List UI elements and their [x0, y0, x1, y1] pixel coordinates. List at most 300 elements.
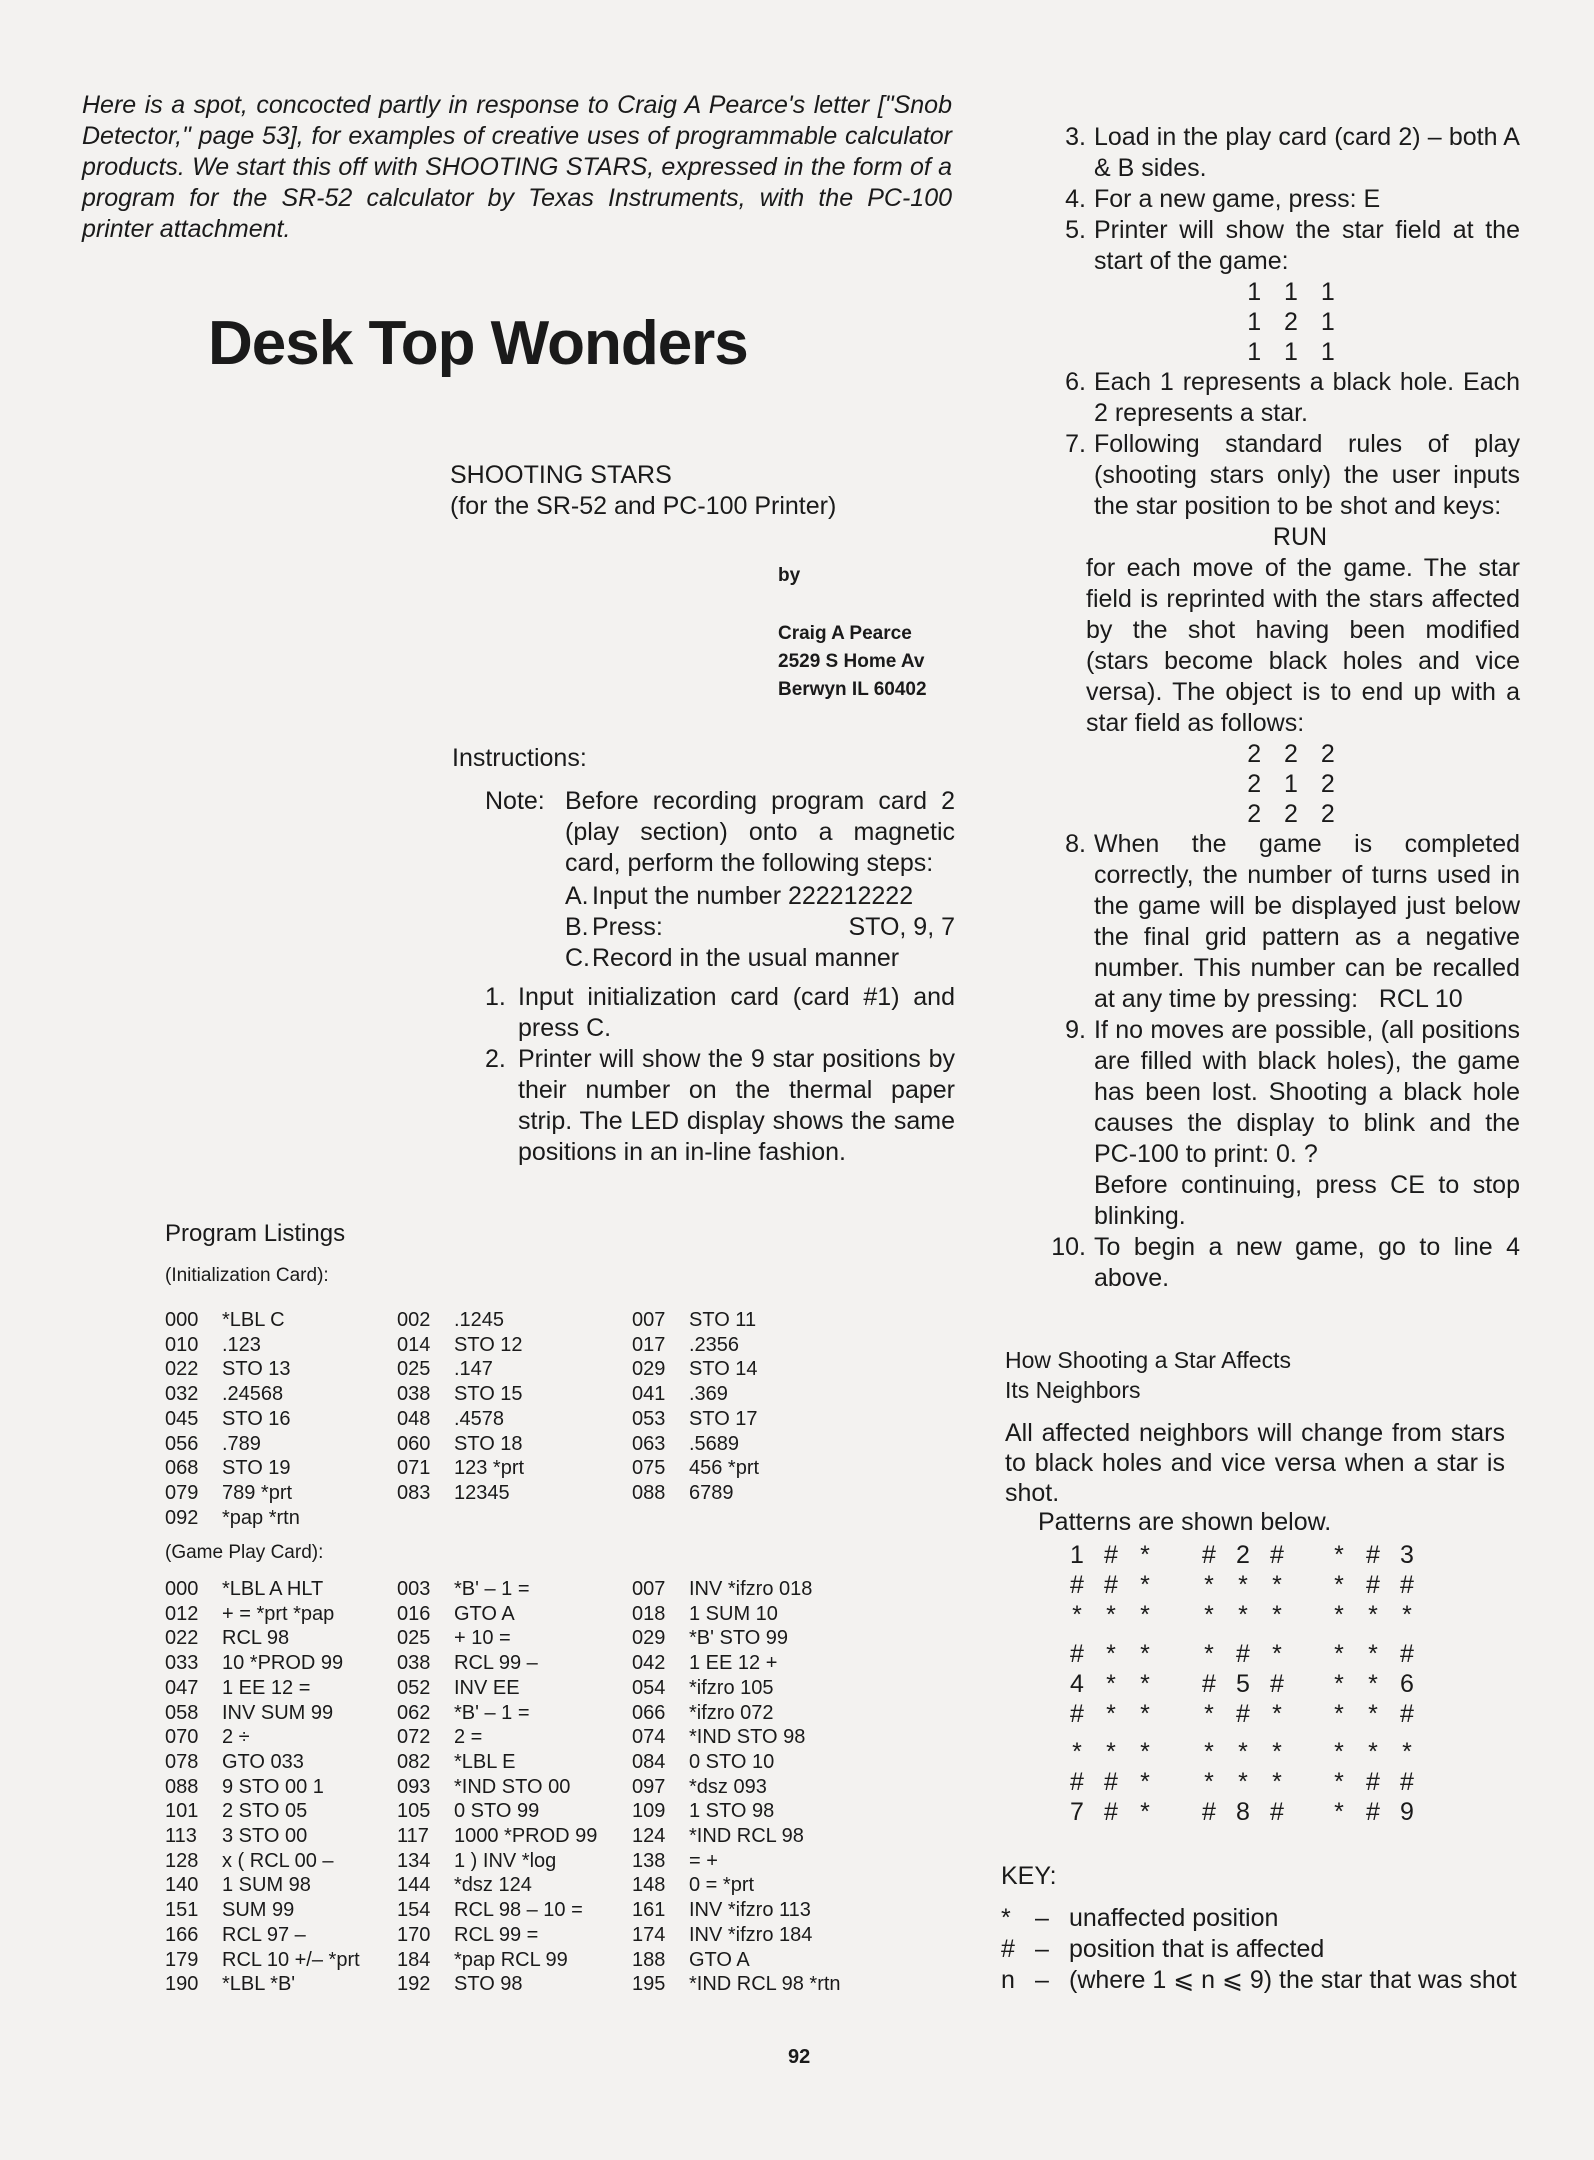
listing-code: 1000 *PROD 99: [454, 1825, 598, 1847]
pattern-cell: *: [1334, 1640, 1344, 1668]
pattern-cell: *: [1402, 1601, 1412, 1629]
pattern-cell: #: [1366, 1571, 1380, 1599]
author-address: [778, 620, 927, 704]
program-listings-heading: Program Listings: [165, 1220, 346, 1247]
pattern-row: [1322, 1669, 1424, 1699]
pattern-cell: #: [1270, 1541, 1284, 1569]
listing-address: 068: [165, 1457, 199, 1480]
article-title: Desk Top Wonders: [208, 309, 748, 378]
pattern-row: [1322, 1737, 1424, 1767]
listing-address: 082: [397, 1750, 431, 1773]
note-step-b: B. Press: STO, 9, 7: [565, 913, 955, 941]
pattern-cell: #: [1400, 1640, 1414, 1668]
listing-line: [632, 1873, 754, 1898]
author-street: 2529 S Home Av: [778, 651, 925, 672]
listing-address: 088: [165, 1775, 199, 1798]
key-item: # – position that is affected: [1001, 1935, 1325, 1963]
listing-address: 144: [397, 1874, 431, 1897]
listing-line: [632, 1407, 758, 1432]
pattern-cell: #: [1400, 1768, 1414, 1796]
listing-code: x ( RCL 00 –: [222, 1849, 334, 1872]
grid-row: 2 2 2: [1247, 740, 1343, 768]
pattern-cell: *: [1238, 1571, 1248, 1599]
listing-code: 0 = *prt: [689, 1874, 755, 1897]
listing-code: 6789: [689, 1481, 734, 1504]
listing-address: 071: [397, 1457, 431, 1480]
listing-address: 075: [632, 1457, 666, 1480]
listing-code: *B' STO 99: [689, 1627, 789, 1650]
author-city: Berwyn IL 60402: [778, 679, 927, 700]
listing-code: .369: [689, 1383, 728, 1406]
pattern-cell: *: [1272, 1768, 1282, 1796]
listing-code: 0 STO 99: [454, 1800, 540, 1823]
pattern-cell: 9: [1400, 1798, 1414, 1826]
listing-address: 134: [397, 1849, 431, 1872]
listing-line: [397, 1382, 523, 1407]
listing-code: RCL 98: [222, 1627, 290, 1650]
byline: by: [778, 565, 801, 586]
pattern-cell: #: [1366, 1768, 1380, 1796]
grid-row: 2 2 2: [1247, 800, 1343, 828]
listing-code: GTO A: [454, 1602, 515, 1625]
listing-code: INV *ifzro 113: [689, 1899, 811, 1922]
listing-address: 140: [165, 1874, 199, 1897]
listing-address: 029: [632, 1627, 666, 1650]
listing-address: 174: [632, 1923, 666, 1946]
listing-address: 079: [165, 1481, 199, 1504]
listing-line: [632, 1626, 788, 1651]
listing-code: STO 19: [222, 1457, 291, 1480]
pattern-cell: *: [1204, 1640, 1214, 1668]
listing-address: 052: [397, 1676, 431, 1699]
listing-address: 179: [165, 1948, 199, 1971]
listing-address: 084: [632, 1750, 666, 1773]
listing-code: *pap RCL 99: [454, 1948, 568, 1971]
listing-code: 1 EE 12 +: [689, 1652, 778, 1675]
instruction-step-1: 1. Input initialization card (card #1) and press C.: [485, 983, 955, 1042]
pattern-cell: 2: [1236, 1541, 1250, 1569]
listing-line: [397, 1923, 538, 1948]
rcl-key: RCL 10: [1378, 985, 1463, 1013]
listing-line: [397, 1873, 532, 1898]
listing-line: [632, 1750, 774, 1775]
listing-address: 170: [397, 1923, 431, 1946]
pattern-cell: 7: [1070, 1798, 1084, 1826]
pattern-cell: #: [1104, 1541, 1118, 1569]
listing-line: [165, 1824, 307, 1849]
listing-code: .1245: [454, 1309, 505, 1331]
listing-line: [632, 1775, 767, 1800]
grid-row: 1 2 1: [1247, 308, 1343, 336]
pattern-cell: *: [1334, 1601, 1344, 1629]
listing-code: 12345: [454, 1481, 510, 1504]
listing-line: [165, 1357, 291, 1382]
pattern-row: [1322, 1540, 1424, 1570]
listing-address: 058: [165, 1701, 199, 1724]
listing-code: *B' – 1 =: [454, 1701, 530, 1724]
listing-code: *IND RCL 98: [689, 1825, 804, 1847]
pattern-cell: #: [1236, 1640, 1250, 1668]
pattern-cell: *: [1140, 1738, 1150, 1766]
listing-address: 014: [397, 1333, 431, 1356]
pattern-cell: *: [1140, 1768, 1150, 1796]
instruction-steps-right: [1040, 122, 1520, 1294]
listing-line: [397, 1308, 504, 1333]
pattern-cell: *: [1140, 1571, 1150, 1599]
listing-code: STO 16: [222, 1407, 291, 1430]
listing-code: STO 17: [689, 1407, 758, 1430]
pattern-row: [1060, 1570, 1162, 1600]
pattern-cell: #: [1202, 1798, 1216, 1826]
listing-code: *LBL *B': [222, 1973, 296, 1996]
subhead-title: SHOOTING STARS: [450, 461, 672, 489]
instruction-step-7-continued: for each move of the game. The star field is reprinted with the stars affected by the shot having been modified (stars become black holes and vice versa). The object is to end up with a star field as follows:: [1086, 554, 1520, 737]
listing-code: .24568: [222, 1383, 284, 1406]
listing-code: .789: [222, 1432, 261, 1455]
listing-address: 154: [397, 1899, 431, 1922]
listing-line: [165, 1382, 283, 1407]
listing-line: [632, 1824, 804, 1849]
listing-code: STO 98: [454, 1973, 523, 1996]
listing-code: RCL 99 =: [454, 1923, 539, 1946]
listing-address: 097: [632, 1775, 666, 1798]
start-star-field: [1040, 277, 1520, 367]
listing-line: [165, 1626, 289, 1651]
play-card-listing: [165, 1577, 895, 2007]
pattern-row: [1192, 1699, 1294, 1729]
pattern-cell: *: [1204, 1768, 1214, 1796]
pattern-row: [1060, 1737, 1162, 1767]
listing-code: *B' – 1 =: [454, 1578, 530, 1600]
neighbor-patterns: [1060, 1540, 1440, 1840]
pattern-cell: *: [1106, 1700, 1116, 1728]
grid-row: 1 1 1: [1247, 338, 1343, 366]
listing-line: [165, 1456, 291, 1481]
listing-line: [632, 1651, 777, 1676]
pattern-row: [1060, 1540, 1162, 1570]
listing-address: 088: [632, 1481, 666, 1504]
listing-line: [397, 1602, 515, 1627]
listing-address: 148: [632, 1874, 666, 1897]
pattern-cell: #: [1366, 1798, 1380, 1826]
listing-line: [397, 1577, 530, 1602]
pattern-5: [1192, 1639, 1294, 1729]
listing-line: [397, 1407, 504, 1432]
key-heading: KEY:: [1001, 1862, 1057, 1890]
listing-address: 038: [397, 1652, 431, 1675]
pattern-6: [1322, 1639, 1424, 1729]
pattern-cell: *: [1272, 1571, 1282, 1599]
listing-code: *LBL C: [222, 1309, 285, 1331]
pattern-8: [1192, 1737, 1294, 1827]
instruction-steps-left: [485, 982, 955, 1168]
listing-address: 060: [397, 1432, 431, 1455]
listing-code: 0 STO 10: [689, 1750, 775, 1773]
listing-line: [397, 1626, 511, 1651]
listing-line: [165, 1308, 285, 1333]
listing-line: [632, 1676, 774, 1701]
instruction-step-10: 10. To begin a new game, go to line 4 above.: [1051, 1233, 1520, 1292]
note-text: Before recording program card 2 (play section) onto a magnetic card, perform the following steps:: [565, 787, 955, 877]
listing-address: 166: [165, 1923, 199, 1946]
listing-address: 042: [632, 1652, 666, 1675]
listing-address: 083: [397, 1481, 431, 1504]
listing-line: [165, 1948, 360, 1973]
listing-line: [165, 1651, 343, 1676]
listing-code: INV EE: [454, 1676, 520, 1699]
pattern-1: [1060, 1540, 1162, 1630]
listing-address: 022: [165, 1627, 199, 1650]
listing-code: *IND RCL 98 *rtn: [689, 1973, 841, 1996]
listing-line: [165, 1506, 300, 1531]
listing-code: INV *ifzro 184: [689, 1923, 813, 1946]
note-step-c: C. Record in the usual manner: [565, 944, 900, 972]
listing-address: 184: [397, 1948, 431, 1971]
listing-address: 063: [632, 1432, 666, 1455]
pattern-cell: *: [1238, 1768, 1248, 1796]
pattern-cell: #: [1400, 1700, 1414, 1728]
listing-code: *ifzro 072: [689, 1701, 774, 1724]
instruction-step-9: 9. If no moves are possible, (all positions are filled with black holes), the game has been lost. Shooting a black hole causes the display to blink and the PC-100 to print: 0. ? Before continuing, press CE to stop blinking.: [1065, 1016, 1520, 1230]
pattern-cell: *: [1368, 1700, 1378, 1728]
listing-line: [165, 1701, 333, 1726]
pattern-7: [1060, 1737, 1162, 1827]
pattern-cell: #: [1202, 1670, 1216, 1698]
pattern-cell: *: [1334, 1738, 1344, 1766]
listing-line: [165, 1750, 304, 1775]
listing-address: 041: [632, 1383, 666, 1406]
listing-code: *LBL A HLT: [222, 1578, 324, 1600]
listing-line: [397, 1651, 538, 1676]
grid-row: 2 1 2: [1247, 770, 1343, 798]
note-block: [485, 786, 955, 974]
listing-address: 032: [165, 1383, 199, 1406]
listing-code: STO 15: [454, 1383, 523, 1406]
listing-code: 2 =: [454, 1726, 483, 1749]
listing-code: 789 *prt: [222, 1481, 293, 1504]
listing-address: 047: [165, 1676, 199, 1699]
listing-line: [632, 1972, 841, 1997]
note-step-a: A. Input the number 222212222: [565, 882, 914, 910]
pattern-row: [1192, 1600, 1294, 1630]
pattern-cell: #: [1070, 1700, 1084, 1728]
pattern-row: [1192, 1767, 1294, 1797]
listing-code: 1 ) INV *log: [454, 1849, 557, 1872]
listing-line: [632, 1923, 812, 1948]
listing-address: 000: [165, 1309, 199, 1331]
pattern-cell: *: [1140, 1798, 1150, 1826]
pattern-3: [1322, 1540, 1424, 1630]
listing-code: 1 STO 98: [689, 1800, 775, 1823]
intro-paragraph: Here is a spot, concocted partly in response to Craig A Pearce's letter ["Snob Detector," page 53], for examples of creative uses of programmable calculator products. We start this off with SHOOTING STARS, expressed in the form of a program for the SR-52 calculator by Texas Instruments, with the PC-100 printer attachment.: [82, 91, 952, 243]
pattern-cell: *: [1204, 1700, 1214, 1728]
listing-code: STO 13: [222, 1358, 291, 1381]
pattern-cell: #: [1070, 1571, 1084, 1599]
pattern-row: [1060, 1767, 1162, 1797]
pattern-cell: *: [1204, 1571, 1214, 1599]
listing-line: [397, 1972, 523, 1997]
pattern-row: [1192, 1639, 1294, 1669]
pattern-row: [1192, 1797, 1294, 1827]
listing-code: *IND STO 00: [454, 1775, 571, 1798]
pattern-cell: #: [1236, 1700, 1250, 1728]
grid-row: 1 1 1: [1247, 278, 1343, 306]
instruction-step-6: 6. Each 1 represents a black hole. Each 2 represents a star.: [1065, 368, 1520, 427]
listing-code: = +: [689, 1849, 718, 1872]
pattern-row: [1060, 1797, 1162, 1827]
listing-address: 072: [397, 1726, 431, 1749]
listing-code: RCL 98 – 10 =: [454, 1899, 583, 1922]
pattern-cell: *: [1272, 1601, 1282, 1629]
pattern-cell: #: [1104, 1768, 1118, 1796]
listing-address: 124: [632, 1825, 666, 1847]
listing-line: [632, 1456, 759, 1481]
listing-line: [165, 1407, 291, 1432]
listing-line: [397, 1824, 597, 1849]
pattern-cell: 5: [1236, 1670, 1250, 1698]
listing-code: *pap *rtn: [222, 1506, 300, 1529]
listing-address: 018: [632, 1602, 666, 1625]
pattern-cell: *: [1140, 1541, 1150, 1569]
instruction-step-4: 4. For a new game, press: E: [1065, 185, 1381, 213]
listing-code: STO 18: [454, 1432, 523, 1455]
listing-address: 012: [165, 1602, 199, 1625]
pattern-cell: *: [1334, 1541, 1344, 1569]
pattern-cell: *: [1334, 1798, 1344, 1826]
pattern-cell: 8: [1236, 1798, 1250, 1826]
pattern-row: [1322, 1600, 1424, 1630]
listing-code: .2356: [689, 1333, 740, 1356]
pattern-cell: *: [1106, 1601, 1116, 1629]
listing-line: [632, 1948, 750, 1973]
listing-address: 138: [632, 1849, 666, 1872]
listing-address: 109: [632, 1800, 666, 1823]
instruction-step-5: 5. Printer will show the star field at the start of the game:: [1065, 216, 1520, 275]
listing-address: 010: [165, 1333, 199, 1356]
pattern-cell: 3: [1400, 1541, 1414, 1569]
listing-line: [165, 1432, 261, 1457]
how-body: All affected neighbors will change from stars to black holes and vice versa when a star is shot.: [1005, 1419, 1505, 1507]
pattern-cell: *: [1238, 1601, 1248, 1629]
pattern-cell: *: [1402, 1738, 1412, 1766]
listing-address: 062: [397, 1701, 431, 1724]
listing-code: 2 STO 05: [222, 1800, 308, 1823]
pattern-9: [1322, 1737, 1424, 1827]
listing-address: 070: [165, 1726, 199, 1749]
listing-line: [397, 1676, 520, 1701]
pattern-cell: *: [1204, 1601, 1214, 1629]
listing-code: STO 14: [689, 1358, 758, 1381]
listing-line: [397, 1432, 523, 1457]
page-number: 92: [788, 2046, 811, 2068]
listing-code: *IND STO 98: [689, 1726, 806, 1749]
init-card-label: (Initialization Card):: [165, 1265, 329, 1286]
listing-line: [632, 1799, 774, 1824]
listing-address: 101: [165, 1800, 199, 1823]
listing-line: [632, 1333, 739, 1358]
listing-code: RCL 99 –: [454, 1652, 538, 1675]
pattern-row: [1322, 1570, 1424, 1600]
pattern-row: [1192, 1540, 1294, 1570]
listing-line: [165, 1481, 292, 1506]
listing-code: + 10 =: [454, 1627, 511, 1650]
pattern-row: [1060, 1669, 1162, 1699]
listing-code: 9 STO 00 1: [222, 1775, 324, 1798]
pattern-cell: #: [1400, 1571, 1414, 1599]
pattern-row: [1322, 1699, 1424, 1729]
listing-address: 029: [632, 1358, 666, 1381]
pattern-cell: 6: [1400, 1670, 1414, 1698]
listing-line: [397, 1725, 482, 1750]
listing-line: [397, 1701, 530, 1726]
listing-line: [165, 1799, 307, 1824]
listing-address: 033: [165, 1652, 199, 1675]
listing-code: 10 *PROD 99: [222, 1652, 344, 1675]
pattern-cell: *: [1334, 1571, 1344, 1599]
pattern-cell: *: [1106, 1670, 1116, 1698]
listing-code: GTO 033: [222, 1750, 304, 1773]
listing-address: 053: [632, 1407, 666, 1430]
instruction-step-7: 7. Following standard rules of play (shooting stars only) the user inputs the star position to be shot and keys:: [1065, 430, 1520, 520]
listing-code: *dsz 124: [454, 1874, 532, 1897]
listing-line: [397, 1750, 516, 1775]
listing-address: 002: [397, 1309, 431, 1331]
pattern-4: [1060, 1639, 1162, 1729]
listing-address: 054: [632, 1676, 666, 1699]
program-subhead: [450, 460, 836, 522]
pattern-row: [1192, 1669, 1294, 1699]
listing-line: [165, 1849, 334, 1874]
listing-line: [165, 1923, 306, 1948]
listing-line: [632, 1725, 805, 1750]
listing-address: 113: [165, 1825, 197, 1847]
pattern-cell: *: [1106, 1640, 1116, 1668]
listing-address: 093: [397, 1775, 431, 1798]
listing-address: 022: [165, 1358, 199, 1381]
listing-line: [397, 1799, 539, 1824]
pattern-cell: *: [1272, 1640, 1282, 1668]
listing-address: 117: [397, 1825, 429, 1847]
pattern-cell: #: [1104, 1571, 1118, 1599]
listing-address: 092: [165, 1506, 199, 1529]
listing-code: 3 STO 00: [222, 1825, 308, 1847]
pattern-cell: #: [1070, 1640, 1084, 1668]
listing-line: [632, 1308, 756, 1333]
listing-line: [632, 1357, 758, 1382]
listing-code: .5689: [689, 1432, 740, 1455]
listing-address: 192: [397, 1973, 431, 1996]
listing-address: 056: [165, 1432, 199, 1455]
pattern-row: [1192, 1570, 1294, 1600]
listing-line: [165, 1602, 334, 1627]
listing-code: INV *ifzro 018: [689, 1578, 813, 1600]
listing-address: 105: [397, 1800, 431, 1823]
listing-line: [632, 1849, 718, 1874]
listing-line: [165, 1775, 324, 1800]
listing-line: [165, 1333, 261, 1358]
key-item: n – (where 1 ⩽ n ⩽ 9) the star that was shot: [1001, 1966, 1517, 1994]
listing-line: [632, 1898, 811, 1923]
instructions-heading: Instructions:: [452, 744, 587, 772]
play-card-label: (Game Play Card):: [165, 1542, 324, 1563]
listing-code: + = *prt *pap: [222, 1602, 335, 1625]
listing-address: 045: [165, 1407, 199, 1430]
listing-line: [632, 1701, 774, 1726]
author-name: Craig A Pearce: [778, 623, 912, 644]
pattern-cell: *: [1334, 1768, 1344, 1796]
listing-address: 007: [632, 1309, 666, 1331]
pattern-cell: 4: [1070, 1670, 1084, 1698]
